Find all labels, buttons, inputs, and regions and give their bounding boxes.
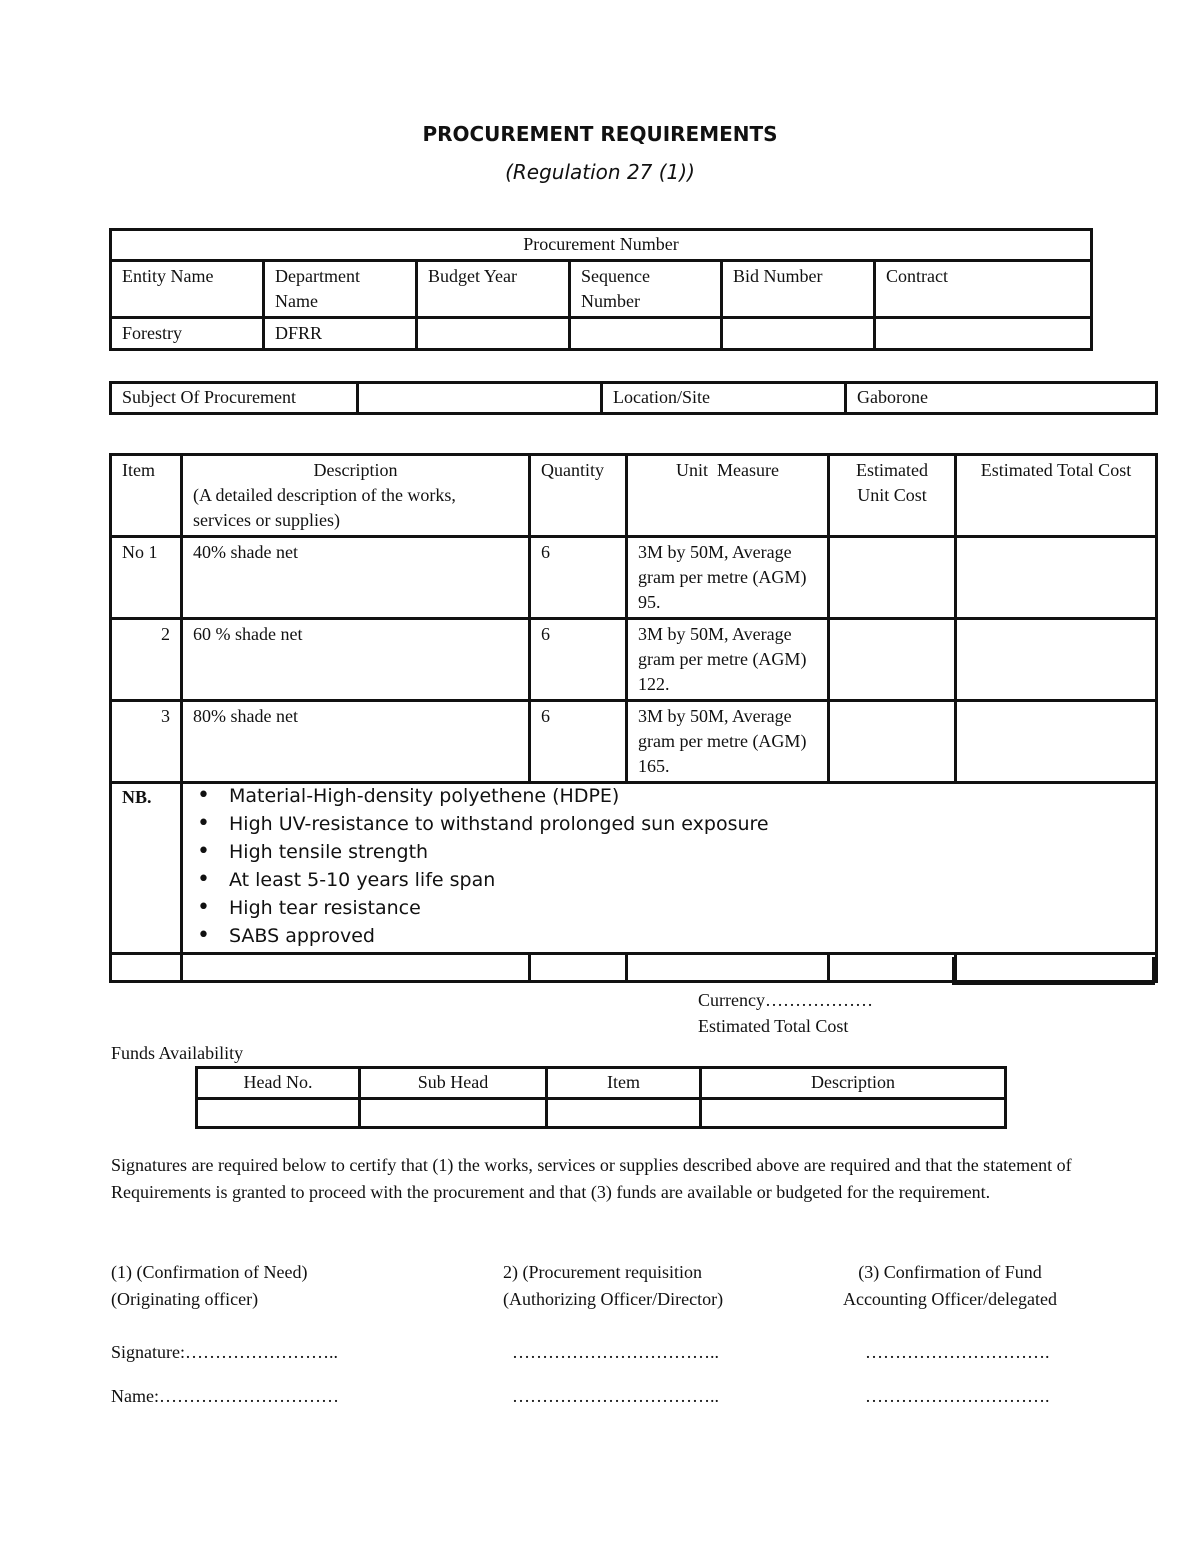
col-department-name: Department Name xyxy=(264,261,417,318)
row-unit-cost[interactable] xyxy=(829,701,956,783)
subject-value[interactable] xyxy=(358,383,602,414)
entity-name-value[interactable]: Forestry xyxy=(111,318,264,350)
col-bid-number: Bid Number xyxy=(722,261,875,318)
nb-content xyxy=(182,783,1157,954)
nb-item: • Material-High-density polyethene (HDPE) xyxy=(193,784,1145,812)
total-cost-box[interactable] xyxy=(952,957,1155,985)
row-unit-cost[interactable] xyxy=(829,537,956,619)
signatory-1-line2: (Originating officer) xyxy=(111,1289,259,1309)
row-description: 60 % shade net xyxy=(182,619,530,701)
funds-col-sub-head: Sub Head xyxy=(360,1068,547,1099)
row-item: 2 xyxy=(111,619,182,701)
page-subtitle: (Regulation 27 (1)) xyxy=(505,160,695,184)
sequence-number-value[interactable] xyxy=(570,318,722,350)
procurement-number-caption: Procurement Number xyxy=(111,230,1092,261)
funds-col-item: Item xyxy=(547,1068,701,1099)
funds-item-value[interactable] xyxy=(547,1099,701,1128)
budget-year-value[interactable] xyxy=(417,318,570,350)
row-unit-cost[interactable] xyxy=(829,619,956,701)
col-budget-year: Budget Year xyxy=(417,261,570,318)
signatory-2-line2: (Authorizing Officer/Director) xyxy=(503,1289,724,1309)
signatory-1-line1: (1) (Confirmation of Need) xyxy=(111,1262,308,1282)
row-quantity: 6 xyxy=(530,537,627,619)
header-unit-measure: Unit Measure xyxy=(627,455,829,537)
empty-cell[interactable] xyxy=(829,954,956,982)
empty-cell[interactable] xyxy=(111,954,182,982)
header-quantity: Quantity xyxy=(530,455,627,537)
funds-col-head-no: Head No. xyxy=(197,1068,360,1099)
items-table xyxy=(109,453,1158,983)
funds-head-no-value[interactable] xyxy=(197,1099,360,1128)
location-value[interactable]: Gaborone xyxy=(846,383,1157,414)
signatory-3-line2: Accounting Officer/delegated xyxy=(842,1289,1058,1309)
row-total-cost[interactable] xyxy=(956,701,1157,783)
procurement-number-table xyxy=(109,228,1093,351)
nb-item: • High tensile strength xyxy=(193,840,1145,868)
funds-sub-head-value[interactable] xyxy=(360,1099,547,1128)
subject-label: Subject Of Procurement xyxy=(111,383,358,414)
subject-table xyxy=(109,381,1158,415)
header-description-title: Description xyxy=(313,460,398,480)
funds-title: Funds Availability xyxy=(111,1043,244,1063)
row-total-cost[interactable] xyxy=(956,537,1157,619)
signatory-3-line1: (3) Confirmation of Fund xyxy=(858,1262,1042,1282)
signature-field-3[interactable]: …………………………. xyxy=(865,1342,1050,1362)
certification-statement: Signatures are required below to certify that (1) the works, services or supplies described above are required and that the statement of Requirements is granted to proceed with the procurement and that (3) funds are available or budgeted for the requirement. xyxy=(111,1155,1072,1202)
row-description: 80% shade net xyxy=(182,701,530,783)
col-contract: Contract xyxy=(875,261,1092,318)
header-description-sub: (A detailed description of the works, services or supplies) xyxy=(193,485,456,530)
funds-description-value[interactable] xyxy=(701,1099,1006,1128)
signature-field-1[interactable]: Signature:…………………….. xyxy=(111,1342,338,1362)
header-description xyxy=(182,455,530,537)
row-quantity: 6 xyxy=(530,701,627,783)
signatory-2-line1: 2) (Procurement requisition xyxy=(503,1262,702,1282)
row-quantity: 6 xyxy=(530,619,627,701)
nb-item: • High tear resistance xyxy=(193,896,1145,924)
nb-item: • SABS approved xyxy=(193,924,1145,952)
name-field-1[interactable]: Name:………………………… xyxy=(111,1386,339,1406)
currency-label: Currency……………… xyxy=(698,990,873,1010)
name-field-2[interactable]: …………………………….. xyxy=(512,1386,719,1406)
empty-cell[interactable] xyxy=(530,954,627,982)
table-row xyxy=(111,701,1157,783)
page-title: PROCUREMENT REQUIREMENTS xyxy=(422,122,778,146)
signatory-2 xyxy=(503,1259,723,1313)
row-unit-measure: 3M by 50M, Average gram per metre (AGM) 122. xyxy=(627,619,829,701)
nb-item: • At least 5-10 years life span xyxy=(193,868,1145,896)
funds-table xyxy=(195,1066,1007,1129)
funds-col-description: Description xyxy=(701,1068,1006,1099)
department-name-value[interactable]: DFRR xyxy=(264,318,417,350)
nb-item: • High UV-resistance to withstand prolonged sun exposure xyxy=(193,812,1145,840)
col-sequence-number: Sequence Number xyxy=(570,261,722,318)
estimated-total-cost-label: Estimated Total Cost xyxy=(698,1016,849,1036)
nb-list xyxy=(193,784,1145,952)
table-row xyxy=(111,619,1157,701)
row-unit-measure: 3M by 50M, Average gram per metre (AGM) 165. xyxy=(627,701,829,783)
name-field-3[interactable]: …………………………. xyxy=(865,1386,1050,1406)
row-description: 40% shade net xyxy=(182,537,530,619)
signatory-3 xyxy=(820,1259,1080,1313)
table-row xyxy=(111,537,1157,619)
location-label: Location/Site xyxy=(602,383,846,414)
header-item: Item xyxy=(111,455,182,537)
bid-number-value[interactable] xyxy=(722,318,875,350)
row-item: No 1 xyxy=(111,537,182,619)
contract-value[interactable] xyxy=(875,318,1092,350)
header-estimated-unit-cost: Estimated Unit Cost xyxy=(829,455,956,537)
empty-cell[interactable] xyxy=(182,954,530,982)
empty-cell[interactable] xyxy=(627,954,829,982)
signature-field-2[interactable]: …………………………….. xyxy=(512,1342,719,1362)
nb-label: NB. xyxy=(111,783,182,954)
row-unit-measure: 3M by 50M, Average gram per metre (AGM) 95. xyxy=(627,537,829,619)
row-item: 3 xyxy=(111,701,182,783)
col-entity-name: Entity Name xyxy=(111,261,264,318)
signatory-1 xyxy=(111,1259,307,1313)
header-estimated-total-cost: Estimated Total Cost xyxy=(956,455,1157,537)
nb-row xyxy=(111,783,1157,954)
row-total-cost[interactable] xyxy=(956,619,1157,701)
